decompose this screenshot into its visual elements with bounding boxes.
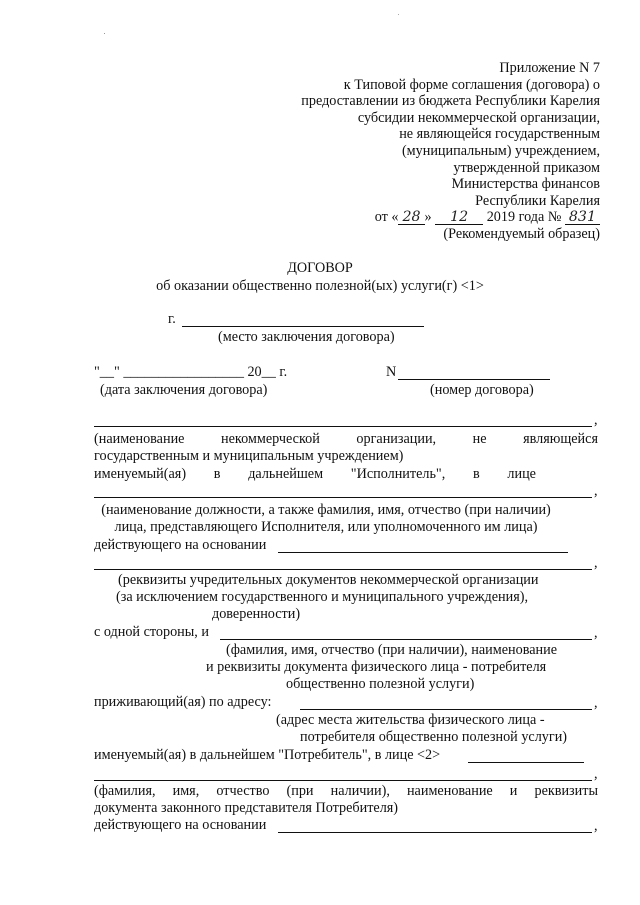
appendix-line: Приложение N 7 [499, 60, 600, 76]
consumer-field[interactable] [220, 639, 592, 640]
document-subtitle: об оказании общественно полезной(ых) услуги(г) <1> [156, 278, 484, 294]
executor-named-line: именуемый(ая) в дальнейшем "Исполнитель", в лице [94, 466, 536, 482]
comma: , [594, 766, 598, 782]
order-date-line: от « 28 » 12 2019 года № 831 [270, 209, 600, 226]
date-caption: (дата заключения договора) [100, 382, 268, 398]
person-caption: (фамилия, имя, отчество (при наличии), наименование [226, 642, 558, 658]
executor-caption-cont: государственным и муниципальным учреждением) [94, 448, 404, 464]
place-field[interactable] [182, 326, 424, 327]
comma: , [594, 695, 598, 711]
person-caption-end: общественно полезной услуги) [286, 676, 475, 692]
scan-speck [104, 33, 105, 34]
docs-caption-end: доверенности) [212, 606, 301, 622]
residing-label: приживающий(ая) по адресу: [94, 694, 272, 710]
appendix-line: субсидии некоммерческой организации, [357, 109, 600, 126]
appendix-line: (муниципальным) учреждением, [401, 142, 600, 159]
handwritten-month: 12 [435, 211, 483, 225]
executor-org-field[interactable] [94, 426, 592, 427]
comma: , [594, 483, 598, 499]
position-caption-cont: лица, представляющего Исполнителя, или уполномоченного им лица) [114, 519, 538, 535]
consumer-rep-field-cont[interactable] [94, 780, 592, 781]
comma: , [594, 412, 598, 428]
handwritten-day: 28 [398, 211, 424, 225]
appendix-line: Министерства финансов [451, 176, 600, 193]
appendix-line: предоставлении из бюджета Республики Карелия [301, 93, 600, 110]
acting-basis-label: действующего на основании [94, 537, 267, 553]
appendix-line: не являющейся государственным [399, 126, 600, 143]
executor-caption: (наименование некоммерческой организации, не являющейся [94, 431, 598, 447]
comma: , [594, 555, 598, 571]
consumer-named-label: именуемый(ая) в дальнейшем "Потребитель", в лице <2> [94, 747, 441, 763]
address-caption-cont: потребителя общественно полезной услуги) [300, 729, 568, 745]
contract-date-field[interactable]: "__" _________________ 20__ г. [94, 364, 288, 380]
recommended-sample-label: (Рекомендуемый образец) [443, 226, 600, 242]
founding-docs-field[interactable] [94, 569, 592, 570]
acting-basis-field[interactable] [278, 552, 568, 553]
acting-basis-label-2: действующего на основании [94, 817, 267, 833]
number-caption: (номер договора) [430, 382, 534, 398]
rep-caption: (фамилия, имя, отчество (при наличии), наименование и реквизиты [94, 783, 598, 799]
docs-caption: (реквизиты учредительных документов некоммерческой организации [118, 572, 539, 588]
comma: , [594, 818, 598, 834]
address-field[interactable] [300, 709, 592, 710]
address-caption: (адрес места жительства физического лица - [276, 712, 545, 728]
scan-speck [398, 14, 399, 15]
appendix-line: утвержденной приказом [453, 159, 600, 176]
executor-rep-field[interactable] [94, 497, 592, 498]
docs-caption-cont: (за исключением государственного и муниципального учреждения), [116, 589, 529, 605]
appendix-line: Республики Карелия [475, 192, 600, 209]
position-caption: (наименование должности, а также фамилия, имя, отчество (при наличии) [101, 502, 551, 518]
handwritten-number: 831 [565, 211, 600, 225]
appendix-line: к Типовой форме соглашения (договора) о [343, 76, 600, 93]
contract-number-field[interactable] [398, 379, 550, 380]
one-side-label: с одной стороны, и [94, 624, 209, 640]
place-prefix: г. [168, 311, 176, 327]
acting-basis-field-2[interactable] [278, 832, 592, 833]
number-prefix: N [386, 364, 397, 380]
rep-caption-cont: документа законного представителя Потребителя) [94, 800, 399, 816]
consumer-rep-field[interactable] [468, 762, 584, 763]
person-caption-cont: и реквизиты документа физического лица - потребителя [206, 659, 547, 675]
document-title: ДОГОВОР [287, 260, 353, 276]
place-caption: (место заключения договора) [218, 329, 395, 345]
appendix-header [270, 60, 600, 226]
comma: , [594, 625, 598, 641]
